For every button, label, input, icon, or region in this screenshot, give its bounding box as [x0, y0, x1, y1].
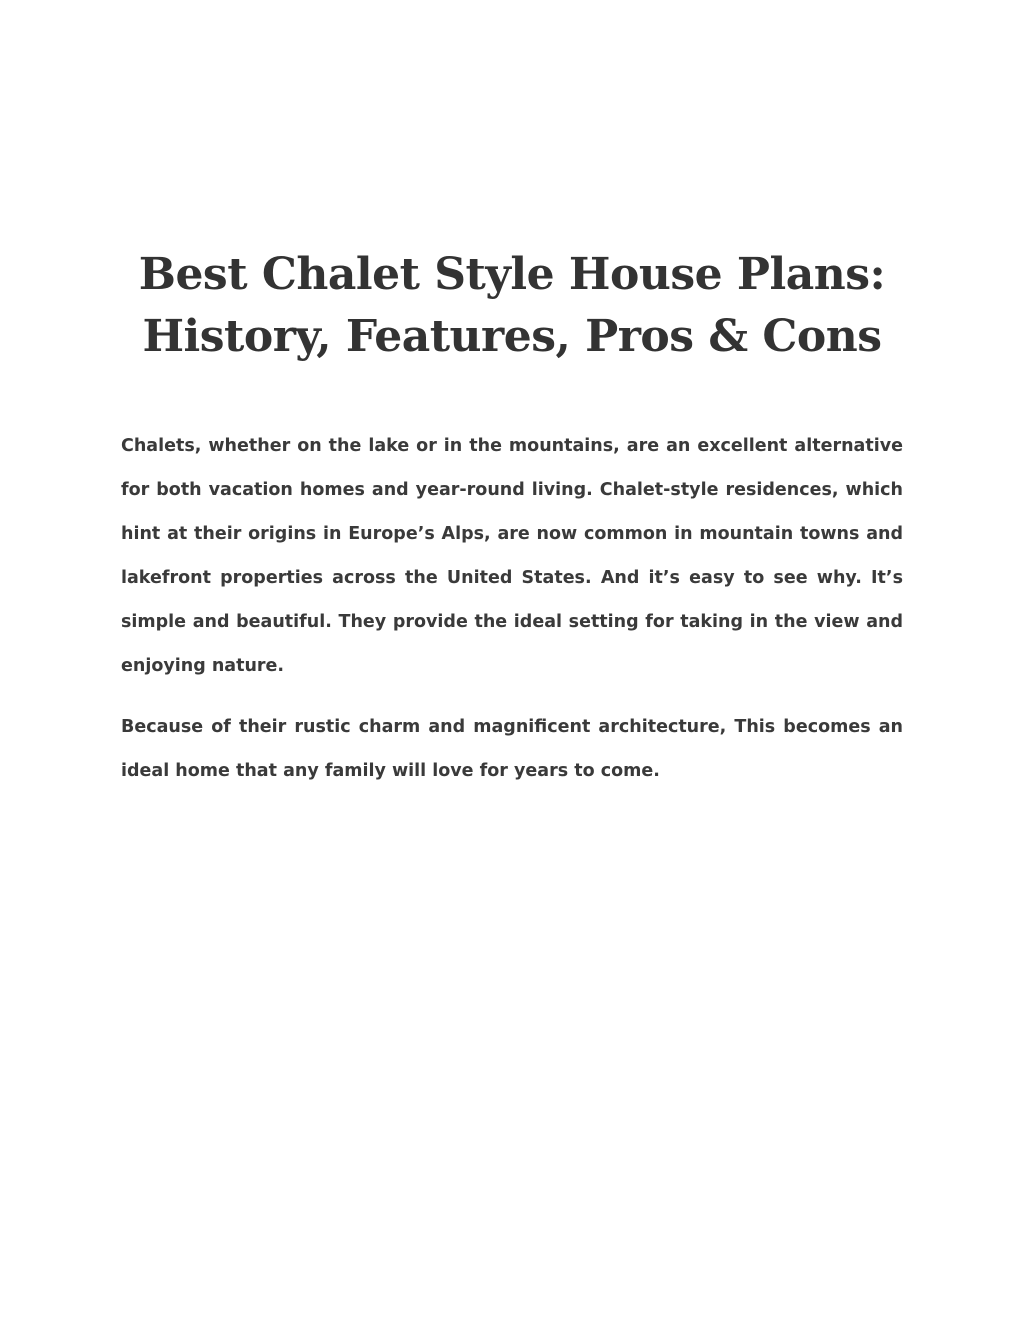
- page-title: [100, 244, 924, 368]
- page-title-line-2: History, Features, Pros & Cons: [142, 311, 882, 362]
- article-body: [121, 424, 903, 793]
- paragraph-closing: Because of their rustic charm and magnificent architecture, This becomes an ideal home that any family will love for years to come.: [121, 717, 903, 781]
- page-title-line-1: Best Chalet Style House Plans:: [138, 249, 886, 300]
- paragraph-intro: Chalets, whether on the lake or in the mountains, are an excellent alternative for both vacation homes and year-round living. Chalet-style residences, which hint at their origins in Europe’s Alps, are now common in mountain towns and lakefront properties across the United States. And it’s easy to see why. It’s simple and beautiful. They provide the ideal setting for taking in the view and enjoying nature.: [121, 436, 903, 676]
